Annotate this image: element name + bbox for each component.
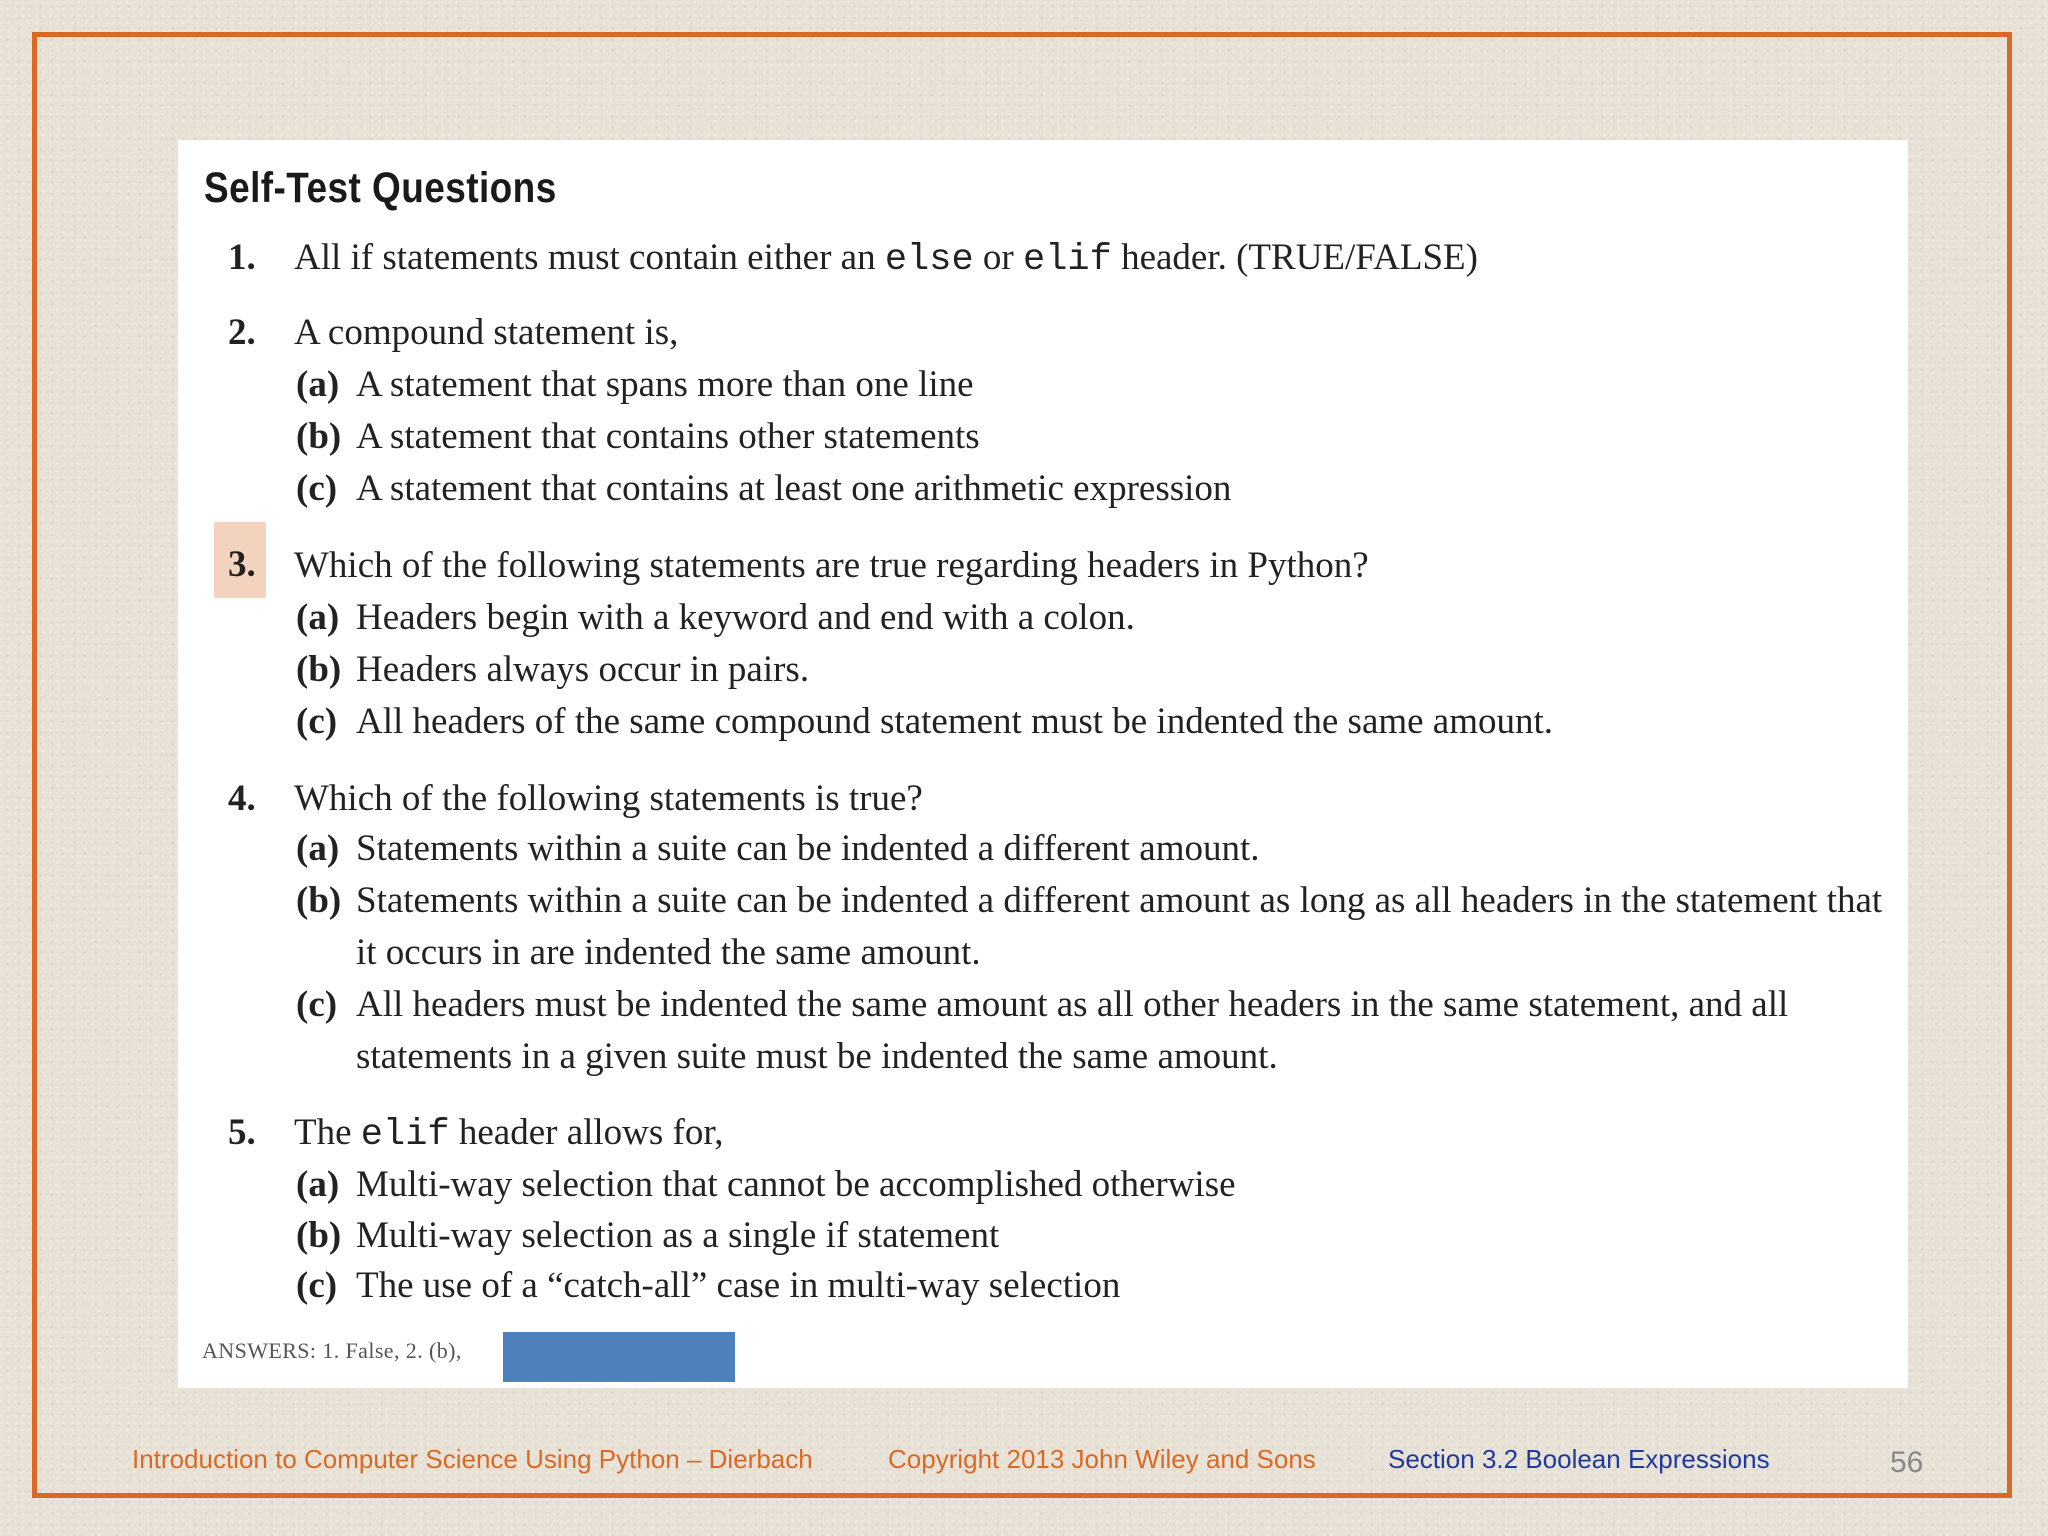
self-test-panel: [178, 140, 1908, 1388]
question-number-highlighted: 3.: [214, 522, 266, 598]
page-number: 56: [1890, 1446, 1924, 1479]
question-number: 5.: [228, 1112, 256, 1153]
option-letter: (a): [296, 1164, 340, 1205]
question-number: 1.: [228, 237, 256, 278]
option-text: Headers begin with a keyword and end with a colon.: [356, 597, 1135, 638]
page-title: Self-Test Questions: [204, 164, 557, 212]
option-text: Statements within a suite can be indented a different amount.: [356, 828, 1260, 869]
option-text: All headers of the same compound statement must be indented the same amount.: [356, 701, 1554, 742]
option-letter: (c): [296, 1265, 338, 1306]
code-keyword: elif: [360, 1114, 450, 1156]
option-letter: (a): [296, 364, 340, 405]
question-text: A compound statement is,: [294, 312, 679, 353]
option-letter: (c): [296, 984, 338, 1025]
option-text: Multi-way selection that cannot be accomplished otherwise: [356, 1164, 1236, 1205]
question-text-part: or: [973, 237, 1023, 278]
question-number: 4.: [228, 778, 256, 819]
code-keyword: elif: [1022, 239, 1112, 281]
option-text: A statement that contains at least one arithmetic expression: [356, 468, 1232, 509]
question-text-part: The: [294, 1112, 361, 1153]
option-text: A statement that contains other statements: [356, 416, 980, 457]
option-letter: (a): [296, 597, 340, 638]
option-letter: (c): [296, 701, 338, 742]
option-text: A statement that spans more than one line: [356, 364, 974, 405]
question-text-part: All if statements must contain either an: [294, 237, 885, 278]
option-text: Headers always occur in pairs.: [356, 649, 810, 690]
option-text: Multi-way selection as a single if statement: [356, 1215, 1000, 1256]
option-letter: (c): [296, 468, 338, 509]
option-letter: (a): [296, 828, 340, 869]
footer-book-title: Introduction to Computer Science Using Python – Dierbach: [132, 1444, 813, 1474]
code-keyword: else: [884, 239, 974, 281]
footer-section: Section 3.2 Boolean Expressions: [1388, 1444, 1770, 1474]
question-text: [294, 232, 1478, 286]
option-letter: (b): [296, 880, 342, 921]
question-text: Which of the following statements is true?: [294, 778, 923, 819]
question-text-part: header allows for,: [449, 1112, 724, 1153]
footer-copyright: Copyright 2013 John Wiley and Sons: [888, 1444, 1316, 1474]
option-letter: (b): [296, 1215, 342, 1256]
question-text: [294, 1107, 723, 1161]
option-text: The use of a “catch-all” case in multi-way selection: [356, 1265, 1121, 1306]
question-number: 2.: [228, 312, 256, 353]
option-letter: (b): [296, 416, 342, 457]
question-text-part: header. (TRUE/FALSE): [1111, 237, 1478, 278]
answers-line: ANSWERS: 1. False, 2. (b),: [202, 1338, 462, 1363]
option-text: Statements within a suite can be indented a different amount as long as all headers in the statement that it occurs in are indented the same amount.: [356, 880, 1883, 973]
option-text: All headers must be indented the same amount as all other headers in the same statement, and all statements in a given suite must be indented the same amount.: [356, 984, 1789, 1077]
answer-cover-box[interactable]: [503, 1332, 735, 1382]
question-text: Which of the following statements are true regarding headers in Python?: [294, 545, 1369, 586]
option-letter: (b): [296, 649, 342, 690]
